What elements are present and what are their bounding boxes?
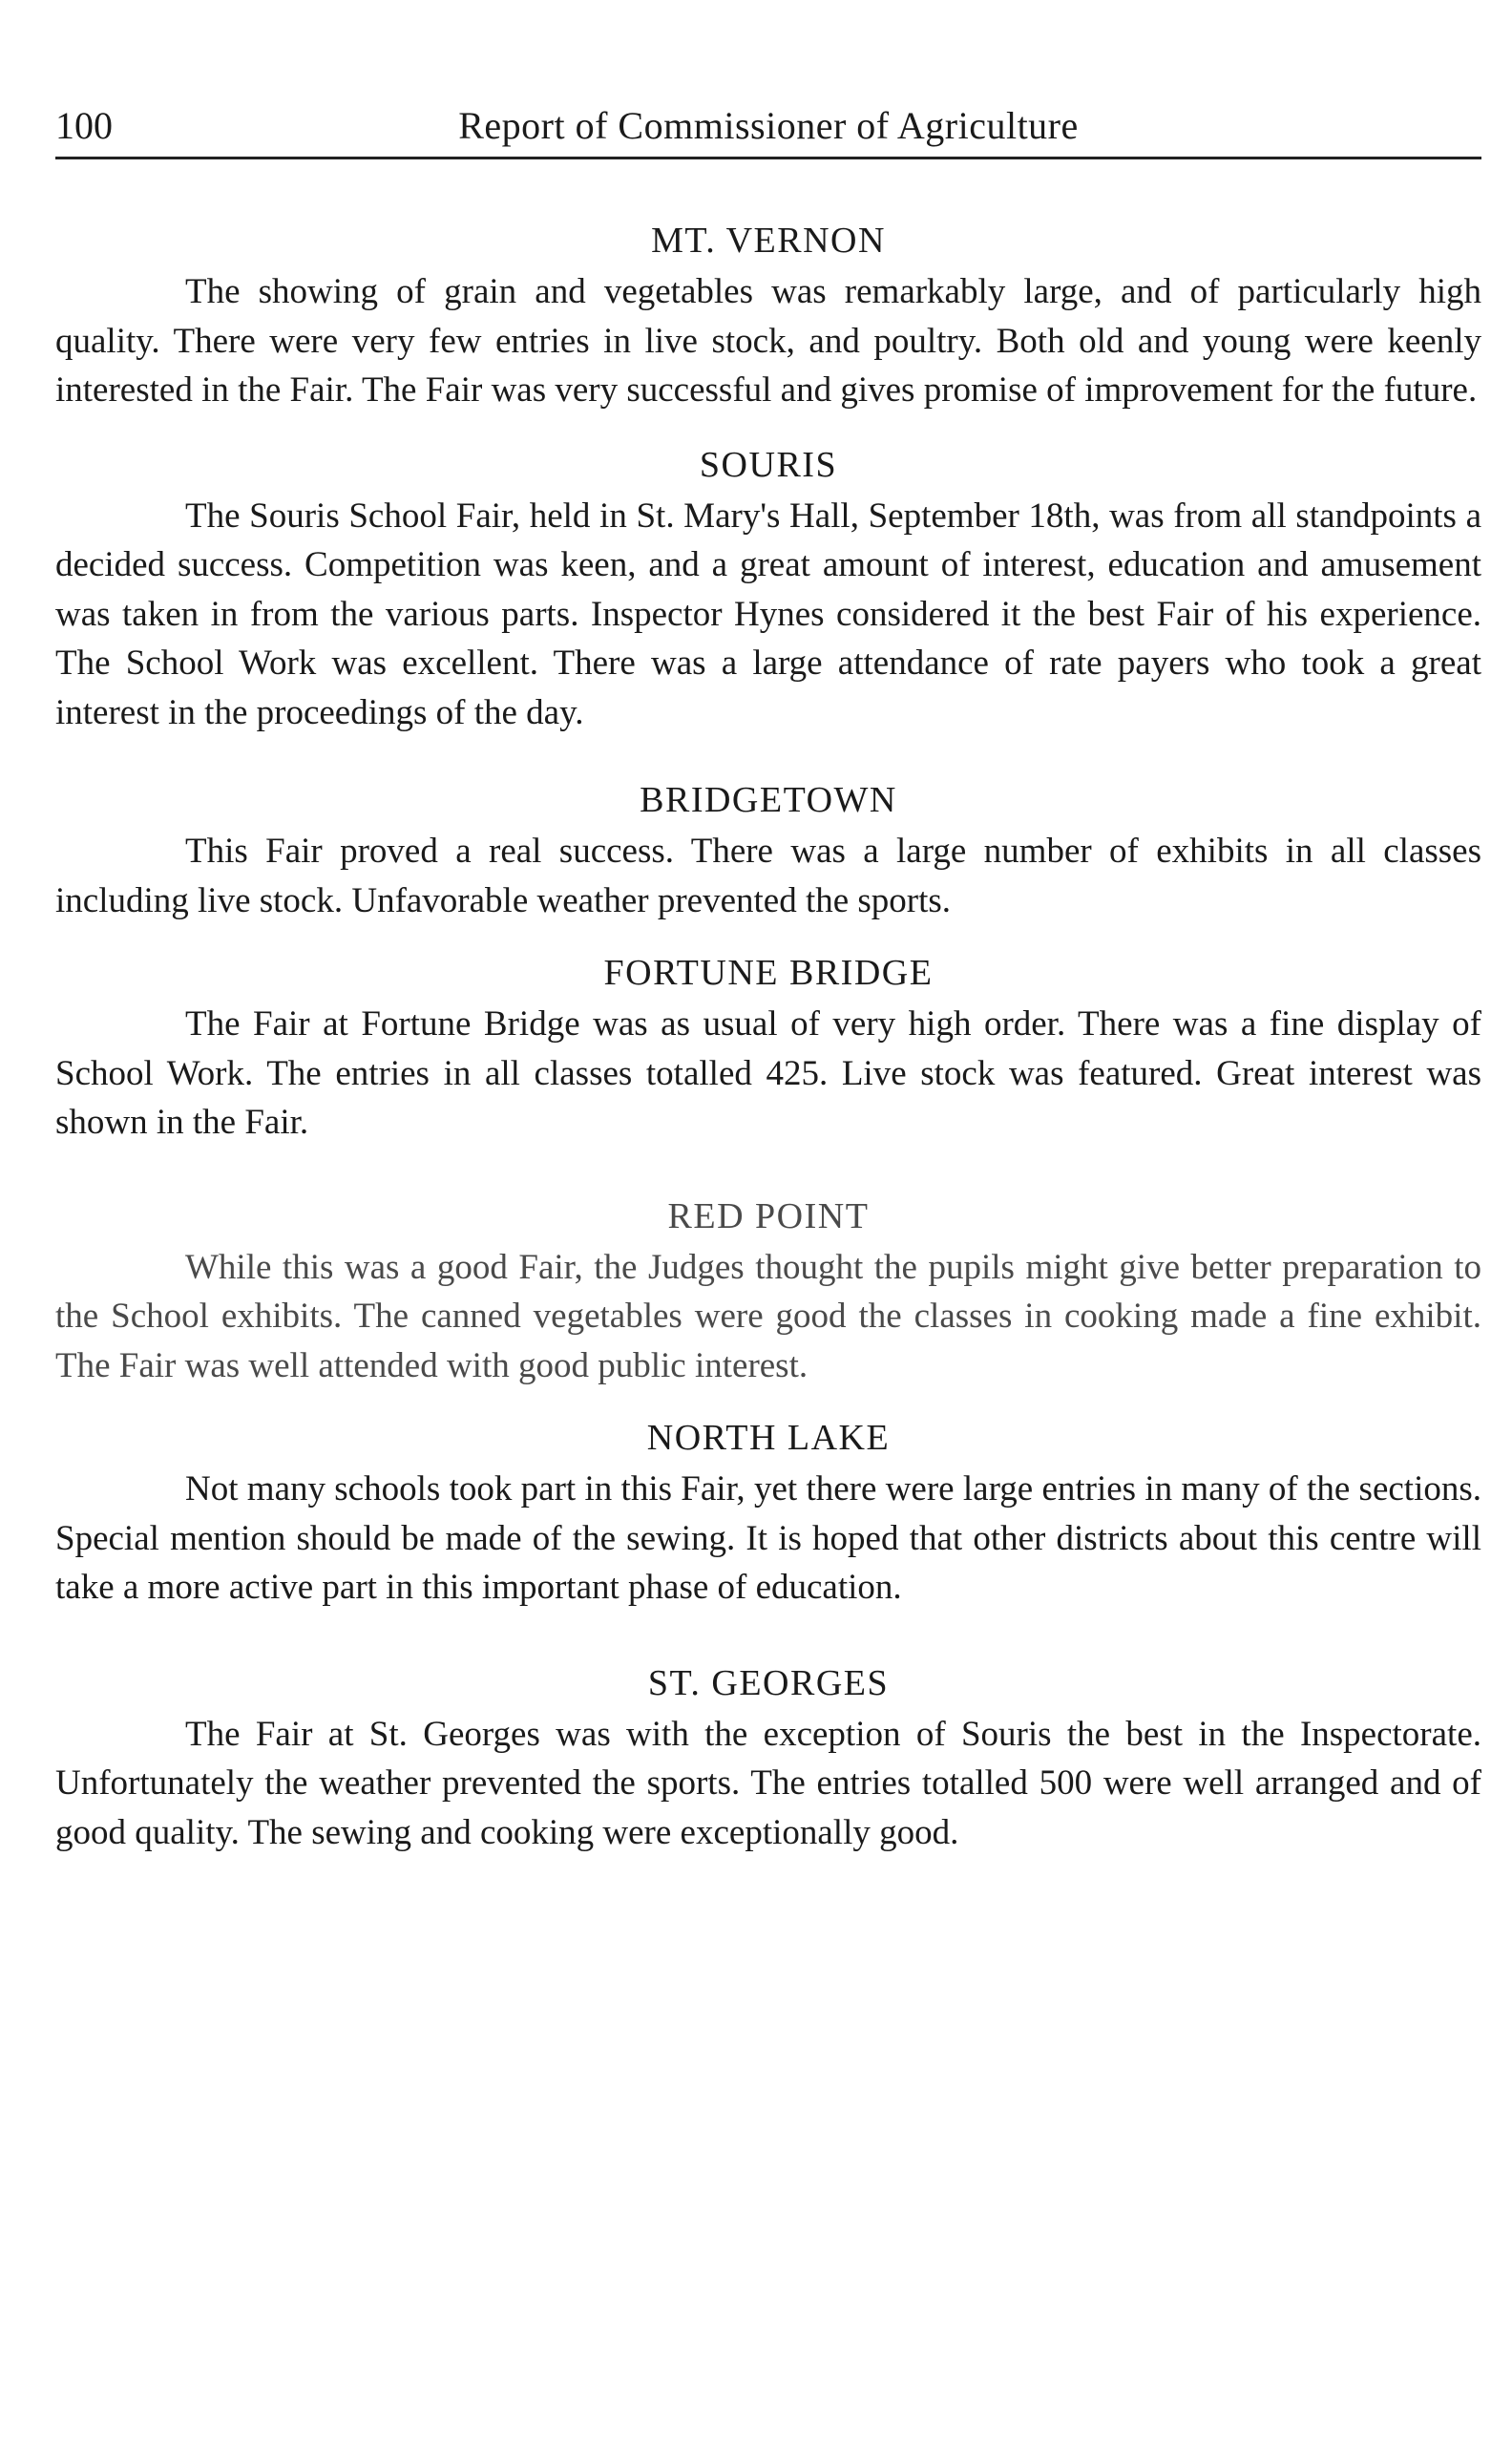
section-heading: MT. VERNON <box>651 221 886 261</box>
section-paragraph: The Souris School Fair, held in St. Mary's Hall, September 18th, was from all standpoints a decided success. Competition was keen, and a great amount of interest, education and amusement was taken in from the various parts. Inspector Hynes considered it the best Fair of his experience. The School Work was excellent. There was a large attendance of rate payers who took a great interest in the proceedings of the day. <box>55 496 1481 732</box>
section-paragraph: While this was a good Fair, the Judges thought the pupils might give better preparation to the School exhibits. The canned vegetables were good the classes in cooking made a fine exhibit. The Fair was well attended with good public interest. <box>55 1247 1481 1385</box>
section-heading: BRIDGETOWN <box>640 780 897 820</box>
page-header <box>55 99 1481 159</box>
running-title: Report of Commissioner of Agriculture <box>458 104 1079 147</box>
section-st-georges <box>55 1658 1481 1858</box>
section-heading: ST. GEORGES <box>647 1662 890 1703</box>
section-fortune-bridge <box>55 948 1481 1148</box>
section-bridgetown <box>55 775 1481 925</box>
section-heading: RED POINT <box>667 1195 870 1236</box>
section-paragraph: This Fair proved a real success. There was a large number of exhibits in all classes including live stock. Unfavorable weather prevented the sports. <box>55 832 1481 920</box>
section-paragraph: The showing of grain and vegetables was remarkably large, and of particularly high quality. There were very few entries in live stock, and poultry. Both old and young were keenly interested in the Fair. The Fair was very successful and gives promise of improvement for the future. <box>55 272 1481 410</box>
section-paragraph: The Fair at St. Georges was with the exception of Souris the best in the Inspectorate. Unfortunately the weather prevented the sports. The entries totalled 500 were well arranged and of good quality. The sewing and cooking were exceptionally good. <box>55 1714 1481 1852</box>
section-heading: FORTUNE BRIDGE <box>603 953 934 993</box>
section-north-lake <box>55 1413 1481 1613</box>
section-heading: NORTH LAKE <box>646 1418 891 1458</box>
section-red-point <box>55 1192 1481 1391</box>
page-number: 100 <box>55 104 113 147</box>
section-heading: SOURIS <box>699 444 838 485</box>
section-paragraph: Not many schools took part in this Fair, yet there were large entries in many of the sections. Special mention should be made of the sewing. It is hoped that other districts about this centre will take a more active part in this important phase of education. <box>55 1469 1481 1607</box>
report-content <box>55 216 1481 1888</box>
section-mt-vernon <box>55 216 1481 415</box>
section-paragraph: The Fair at Fortune Bridge was as usual of very high order. There was a fine display of School Work. The entries in all classes totalled 425. Live stock was featured. Great interest was shown in the Fair. <box>55 1004 1481 1142</box>
section-souris <box>55 440 1481 738</box>
